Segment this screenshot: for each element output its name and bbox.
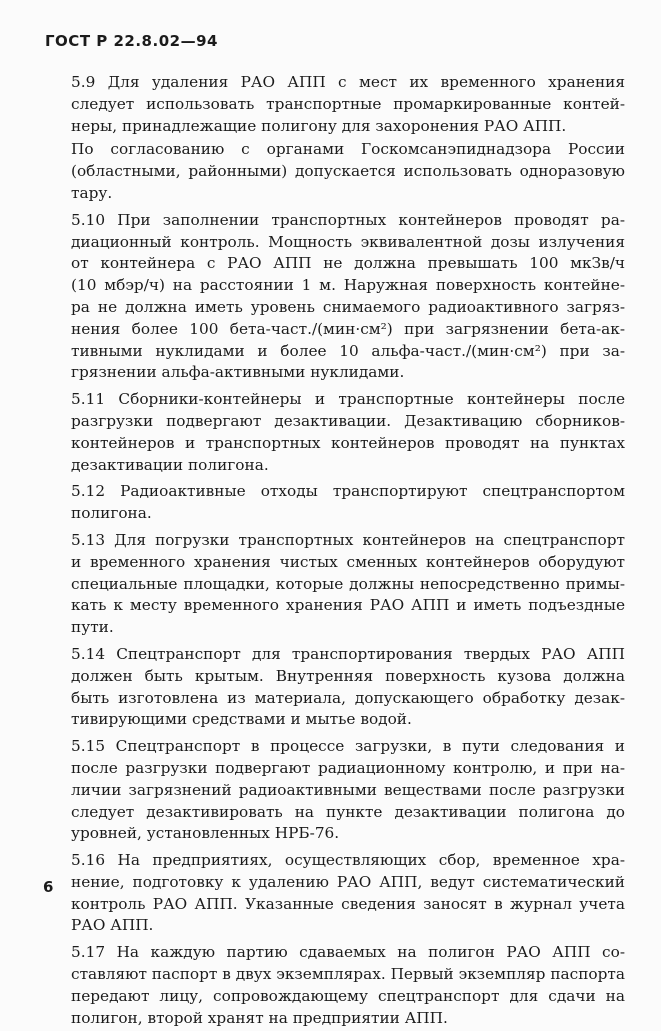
text-line: должен быть крытым. Внутренняя поверхность кузова должна bbox=[71, 666, 625, 685]
text-line: 5.10 При заполнении транспортных контейнеров проводят ра- bbox=[71, 210, 625, 229]
text-line: передают лицу, сопровождающему спецтранспорт для сдачи на bbox=[71, 986, 625, 1005]
text-line: разгрузки подвергают дезактивации. Дезактивацию сборников- bbox=[71, 411, 625, 430]
text-line: 5.9 Для удаления РАО АПП с мест их временного хранения bbox=[71, 73, 625, 91]
paragraph bbox=[41, 210, 625, 384]
text-line: и временного хранения чистых сменных контейнеров оборудуют bbox=[71, 552, 625, 571]
text-line: дезактивации полигона. bbox=[71, 455, 269, 474]
text-line: (областными, районными) допускается использовать одноразовую bbox=[71, 162, 625, 181]
text-line: личии загрязнений радиоактивными веществами после разгрузки bbox=[71, 780, 625, 799]
text-line: уровней, установленных НРБ-76. bbox=[71, 824, 340, 843]
text-line: следует использовать транспортные промаркированные контей- bbox=[71, 94, 625, 113]
text-line: быть изготовлена из материала, допускающего обработку дезак- bbox=[71, 688, 625, 707]
paragraph bbox=[41, 644, 625, 731]
text-line: от контейнера с РАО АПП не должна превышать 100 мкЗв/ч bbox=[71, 254, 625, 273]
paragraph bbox=[41, 481, 625, 525]
text-line: 5.17 На каждую партию сдаваемых на полигон РАО АПП со- bbox=[71, 943, 625, 962]
text-line: тивирующими средствами и мытье водой. bbox=[71, 710, 412, 729]
paragraph bbox=[41, 389, 625, 476]
text-line: следует дезактивировать на пункте дезактивации полигона до bbox=[71, 802, 625, 821]
text-line: после разгрузки подвергают радиационному контролю, и при на- bbox=[71, 758, 625, 777]
text-line: неры, принадлежащие полигону для захоронения РАО АПП. bbox=[71, 116, 567, 135]
paragraph bbox=[41, 850, 625, 937]
text-line: 5.12 Радиоактивные отходы транспортируют спецтранспортом bbox=[71, 482, 625, 501]
text-line: нения более 100 бета-част./(мин·см²) при загрязнении бета-ак- bbox=[71, 319, 625, 338]
text-line: полигона. bbox=[71, 504, 152, 523]
text-line: ра не должна иметь уровень снимаемого радиоактивного загряз- bbox=[71, 297, 625, 316]
paragraph bbox=[41, 736, 625, 845]
paragraph bbox=[41, 72, 625, 137]
text-line: 5.14 Спецтранспорт для транспортирования твердых РАО АПП bbox=[71, 644, 625, 663]
text-line: кать к месту временного хранения РАО АПП и иметь подъездные bbox=[71, 596, 625, 615]
page-header: ГОСТ Р 22.8.02—94 bbox=[45, 32, 218, 50]
text-line: контейнеров и транспортных контейнеров проводят на пунктах bbox=[71, 433, 625, 452]
text-line: 5.13 Для погрузки транспортных контейнеров на спецтранспорт bbox=[71, 530, 625, 549]
document-body bbox=[41, 72, 625, 1031]
paragraph bbox=[41, 942, 625, 1029]
text-line: полигон, второй хранят на предприятии АПП. bbox=[71, 1008, 448, 1027]
text-line: (10 мбэр/ч) на расстоянии 1 м. Наружная поверхность контейне- bbox=[71, 276, 625, 295]
text-line: 5.11 Сборники-контейнеры и транспортные контейнеры после bbox=[71, 390, 625, 409]
text-line: пути. bbox=[71, 618, 114, 637]
text-line: РАО АПП. bbox=[71, 916, 154, 935]
text-line: тару. bbox=[71, 183, 113, 202]
text-line: тивными нуклидами и более 10 альфа-част./(мин·см²) при за- bbox=[71, 341, 625, 360]
text-line: контроль РАО АПП. Указанные сведения заносят в журнал учета bbox=[71, 894, 625, 913]
text-line: специальные площадки, которые должны непосредственно примы- bbox=[71, 574, 625, 593]
text-line: нение, подготовку к удалению РАО АПП, ведут систематический bbox=[71, 872, 625, 891]
text-line: 5.15 Спецтранспорт в процессе загрузки, в пути следования и bbox=[71, 737, 625, 756]
text-line: грязнении альфа-активными нуклидами. bbox=[71, 363, 405, 382]
page-number: 6 bbox=[43, 878, 54, 896]
text-line: ставляют паспорт в двух экземплярах. Первый экземпляр паспорта bbox=[71, 965, 625, 984]
paragraph bbox=[41, 530, 625, 639]
text-line: 5.16 На предприятиях, осуществляющих сбор, временное хра- bbox=[71, 851, 625, 870]
text-line: диационный контроль. Мощность эквивалентной дозы излучения bbox=[71, 232, 625, 251]
text-line: По согласованию с органами Госкомсанэпиднадзора России bbox=[71, 140, 625, 159]
paragraph bbox=[41, 139, 625, 204]
